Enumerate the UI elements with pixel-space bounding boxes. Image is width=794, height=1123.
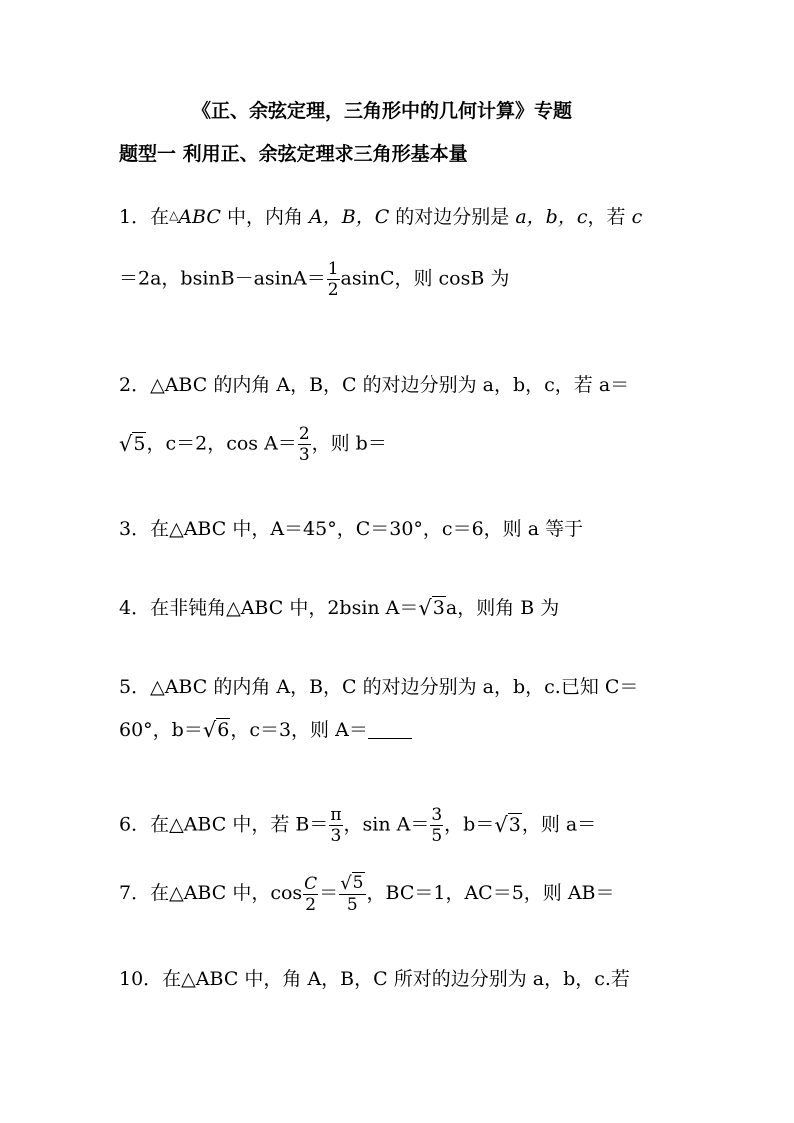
- q4-text-b: a，则角 B 为: [445, 597, 560, 619]
- fraction-denominator: 5: [431, 826, 443, 846]
- square-root: [340, 873, 364, 894]
- q1-vertex-vars: A，B，C: [309, 206, 390, 228]
- q7-text-c: ，BC＝1，AC＝5，则 AB＝: [366, 882, 615, 904]
- q2-text-b: ，则 b＝: [311, 432, 387, 455]
- question-5-line-2: [119, 718, 412, 742]
- fraction: [329, 805, 342, 846]
- section-heading: 题型一 利用正、余弦定理求三角形基本量: [119, 143, 468, 165]
- question-2-line-1: 2．△ABC 的内角 A，B，C 的对边分别为 a，b，c，若 a＝: [119, 374, 630, 396]
- q1-text-e: c: [631, 206, 643, 228]
- q7-text-a: 7．在△ABC 中，cos: [119, 882, 303, 904]
- q7-frac-var: C: [304, 873, 318, 894]
- radicand: 3: [508, 813, 521, 836]
- fraction: [303, 874, 318, 915]
- square-root: [203, 718, 230, 742]
- q1-equation-a: ＝2a，bsinB－asinA＝: [119, 267, 326, 290]
- fraction-denominator: 5: [346, 895, 358, 915]
- question-4: [119, 596, 559, 620]
- radical-icon: √: [340, 873, 352, 894]
- question-6: [119, 805, 596, 846]
- q1-text-c: 的对边分别是: [395, 206, 510, 228]
- fraction-numerator: 2: [298, 424, 310, 444]
- radical-icon: √: [494, 812, 508, 837]
- q6-text-d: ，则 a＝: [521, 813, 597, 836]
- q5-text-b: ，c＝3，则 A＝: [230, 719, 368, 741]
- radicand: 5: [352, 873, 364, 893]
- q6-text-c: ，b＝: [444, 813, 495, 836]
- question-5-line-1: 5．△ABC 的内角 A，B，C 的对边分别为 a，b，c.已知 C＝: [119, 676, 639, 698]
- q4-text-a: 4．在非钝角△ABC 中，2bsin A＝: [119, 597, 419, 619]
- square-root: [119, 432, 146, 456]
- q7-text-b: ＝: [319, 882, 339, 904]
- fraction-denominator: 2: [327, 280, 339, 300]
- fraction-numerator: 3: [431, 805, 443, 825]
- q6-text-a: 6．在△ABC 中，若 B＝: [119, 813, 329, 836]
- fraction: [298, 424, 311, 465]
- fraction-numerator: 1: [327, 259, 339, 279]
- q1-triangle-name: ABC: [178, 206, 221, 228]
- radicand: 6: [217, 719, 230, 741]
- square-root: [418, 596, 445, 620]
- page-title: 《正、余弦定理，三角形中的几何计算》专题: [192, 100, 573, 122]
- q6-text-b: ，sin A＝: [343, 813, 430, 836]
- fraction-denominator: 2: [305, 894, 317, 915]
- fraction-numerator: π: [330, 805, 342, 825]
- small-triangle-icon: △: [169, 208, 179, 222]
- q1-text-b: 中，内角: [226, 206, 303, 228]
- q5-text-a: 60°，b＝: [119, 719, 203, 741]
- q1-equation-b: asinC，则 cosB 为: [340, 267, 510, 290]
- fraction-denominator: 3: [298, 445, 310, 465]
- fraction-numerator: [303, 874, 318, 895]
- question-1-line-1: [119, 203, 642, 229]
- radicand: 3: [432, 597, 445, 619]
- fraction-numerator: [339, 873, 365, 895]
- q1-text-a: 1．在: [119, 206, 170, 228]
- fraction: [339, 873, 365, 915]
- q1-side-vars: a，b，c: [515, 206, 588, 228]
- radicand: 5: [133, 432, 146, 455]
- question-3: 3．在△ABC 中，A＝45°，C＝30°，c＝6，则 a 等于: [119, 518, 584, 540]
- q2-text-a: ，c＝2，cos A＝: [146, 432, 297, 455]
- answer-blank[interactable]: [368, 722, 412, 739]
- question-1-line-2: [119, 259, 509, 300]
- radical-icon: √: [119, 431, 133, 456]
- question-2-line-2: [119, 424, 387, 465]
- square-root: [494, 813, 521, 837]
- q1-text-d: ，若: [587, 206, 626, 228]
- question-10: 10．在△ABC 中，角 A，B，C 所对的边分别为 a，b，c.若: [119, 968, 630, 990]
- fraction: [327, 259, 340, 300]
- fraction-denominator: 3: [330, 826, 342, 846]
- question-7: [119, 873, 615, 915]
- radical-icon: √: [418, 596, 432, 620]
- radical-icon: √: [202, 718, 217, 742]
- fraction: [430, 805, 443, 846]
